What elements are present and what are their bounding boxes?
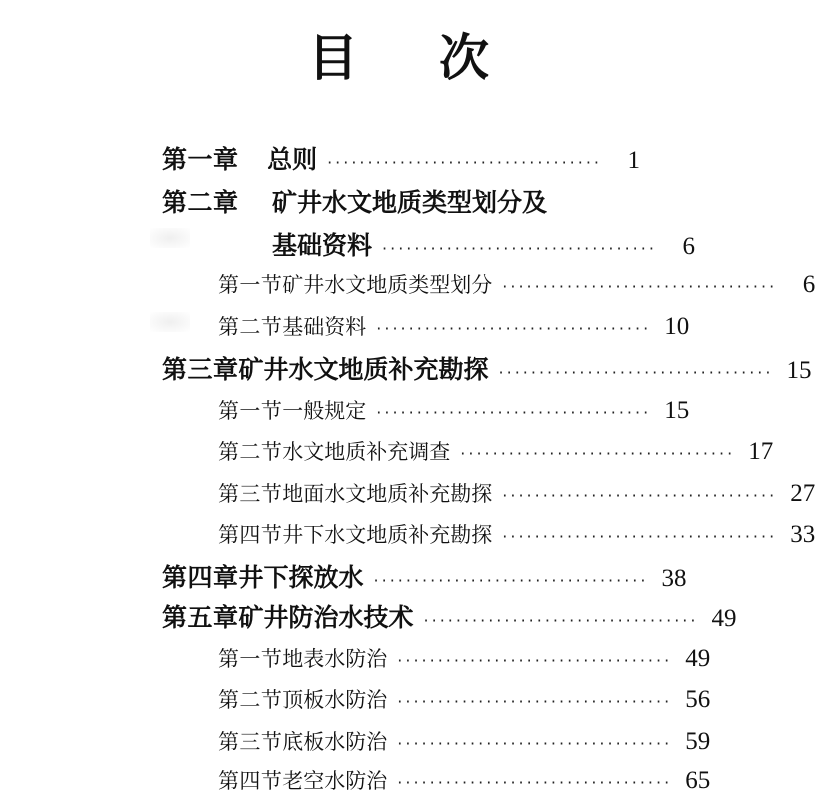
toc-entry-chapter[interactable] <box>162 140 640 176</box>
section-title: 井下水文地质补充勘探 <box>282 523 493 547</box>
section-number: 第一节 <box>218 273 283 297</box>
leader-dots: ·································· <box>397 651 673 670</box>
page-number: 59 <box>685 728 711 755</box>
section-number: 第四节 <box>218 769 283 793</box>
toc-entry-section[interactable] <box>218 311 690 341</box>
leader-dots: ·································· <box>502 486 778 505</box>
toc-entry-section[interactable] <box>218 478 815 508</box>
chapter-title: 总则 <box>267 145 318 174</box>
leader-dots: ·································· <box>397 692 673 711</box>
leader-dots: ·································· <box>376 319 652 338</box>
toc-entry-section[interactable] <box>218 519 815 549</box>
section-number: 第一节 <box>218 399 283 423</box>
section-title: 地表水防治 <box>282 647 388 671</box>
chapter-title: 矿井防治水技术 <box>238 603 414 632</box>
chapter-number: 第五章 <box>162 603 239 632</box>
chapter-number: 第三章 <box>162 355 239 384</box>
page-number: 1 <box>627 147 640 174</box>
toc-entry-continuation[interactable] <box>272 226 695 262</box>
toc-entry-section[interactable] <box>218 726 711 756</box>
section-number: 第二节 <box>218 315 283 339</box>
print-smudge <box>150 312 190 332</box>
leader-dots: ·································· <box>397 734 673 753</box>
section-title: 水文地质补充调查 <box>282 440 451 464</box>
chapter-number: 第一章 <box>162 145 239 174</box>
leader-dots: ·································· <box>376 403 652 422</box>
title-char: 目 <box>308 29 361 87</box>
page-number: 6 <box>802 271 815 298</box>
toc-entry-section[interactable] <box>218 395 690 425</box>
page-number: 27 <box>790 480 815 507</box>
toc-entry-chapter[interactable] <box>162 350 812 386</box>
toc-entry-section[interactable] <box>218 436 774 466</box>
leader-dots: ·································· <box>502 527 778 546</box>
page-number: 49 <box>685 645 711 672</box>
leader-dots: ·································· <box>397 773 673 792</box>
section-title: 基础资料 <box>282 315 367 339</box>
page-number: 15 <box>664 397 690 424</box>
leader-dots: ·································· <box>382 239 657 258</box>
page-number: 56 <box>685 686 711 713</box>
chapter-title: 井下探放水 <box>238 563 364 592</box>
leader-dots: ·································· <box>498 363 774 382</box>
toc-entry-section[interactable] <box>218 765 711 795</box>
print-smudge <box>150 228 190 248</box>
page-number: 6 <box>682 233 695 260</box>
page-number: 49 <box>711 605 737 632</box>
toc-entry-chapter[interactable] <box>162 558 687 594</box>
chapter-title-continuation: 基础资料 <box>272 231 373 260</box>
section-title: 矿井水文地质类型划分 <box>282 273 493 297</box>
title-char: 次 <box>439 29 492 87</box>
chapter-number: 第四章 <box>162 563 239 592</box>
leader-dots: ·································· <box>327 153 602 172</box>
chapter-number: 第二章 <box>162 188 239 217</box>
toc-entry-section[interactable] <box>218 269 815 299</box>
leader-dots: ·································· <box>373 571 649 590</box>
leader-dots: ·································· <box>423 611 699 630</box>
toc-entry-section[interactable] <box>218 643 711 673</box>
page-number: 17 <box>748 438 774 465</box>
toc-entry-chapter[interactable] <box>162 598 737 634</box>
section-title: 一般规定 <box>282 399 367 423</box>
page-number: 15 <box>786 357 812 384</box>
section-number: 第一节 <box>218 647 283 671</box>
page-title <box>0 28 800 88</box>
section-number: 第二节 <box>218 440 283 464</box>
page-number: 10 <box>664 313 690 340</box>
section-title: 底板水防治 <box>282 730 388 754</box>
section-number: 第四节 <box>218 523 283 547</box>
page-number: 33 <box>790 521 815 548</box>
leader-dots: ·································· <box>502 277 778 296</box>
section-number: 第三节 <box>218 730 283 754</box>
section-title: 老空水防治 <box>282 769 388 793</box>
toc-entry-section[interactable] <box>218 684 711 714</box>
chapter-title: 矿井水文地质类型划分及 <box>272 188 548 217</box>
section-number: 第三节 <box>218 482 283 506</box>
page-number: 38 <box>661 565 687 592</box>
section-number: 第二节 <box>218 688 283 712</box>
section-title: 顶板水防治 <box>282 688 388 712</box>
section-title: 地面水文地质补充勘探 <box>282 482 493 506</box>
toc-entry-chapter[interactable] <box>162 183 640 219</box>
leader-dots: ·································· <box>460 444 736 463</box>
chapter-title: 矿井水文地质补充勘探 <box>238 355 489 384</box>
page-number: 65 <box>685 767 711 794</box>
